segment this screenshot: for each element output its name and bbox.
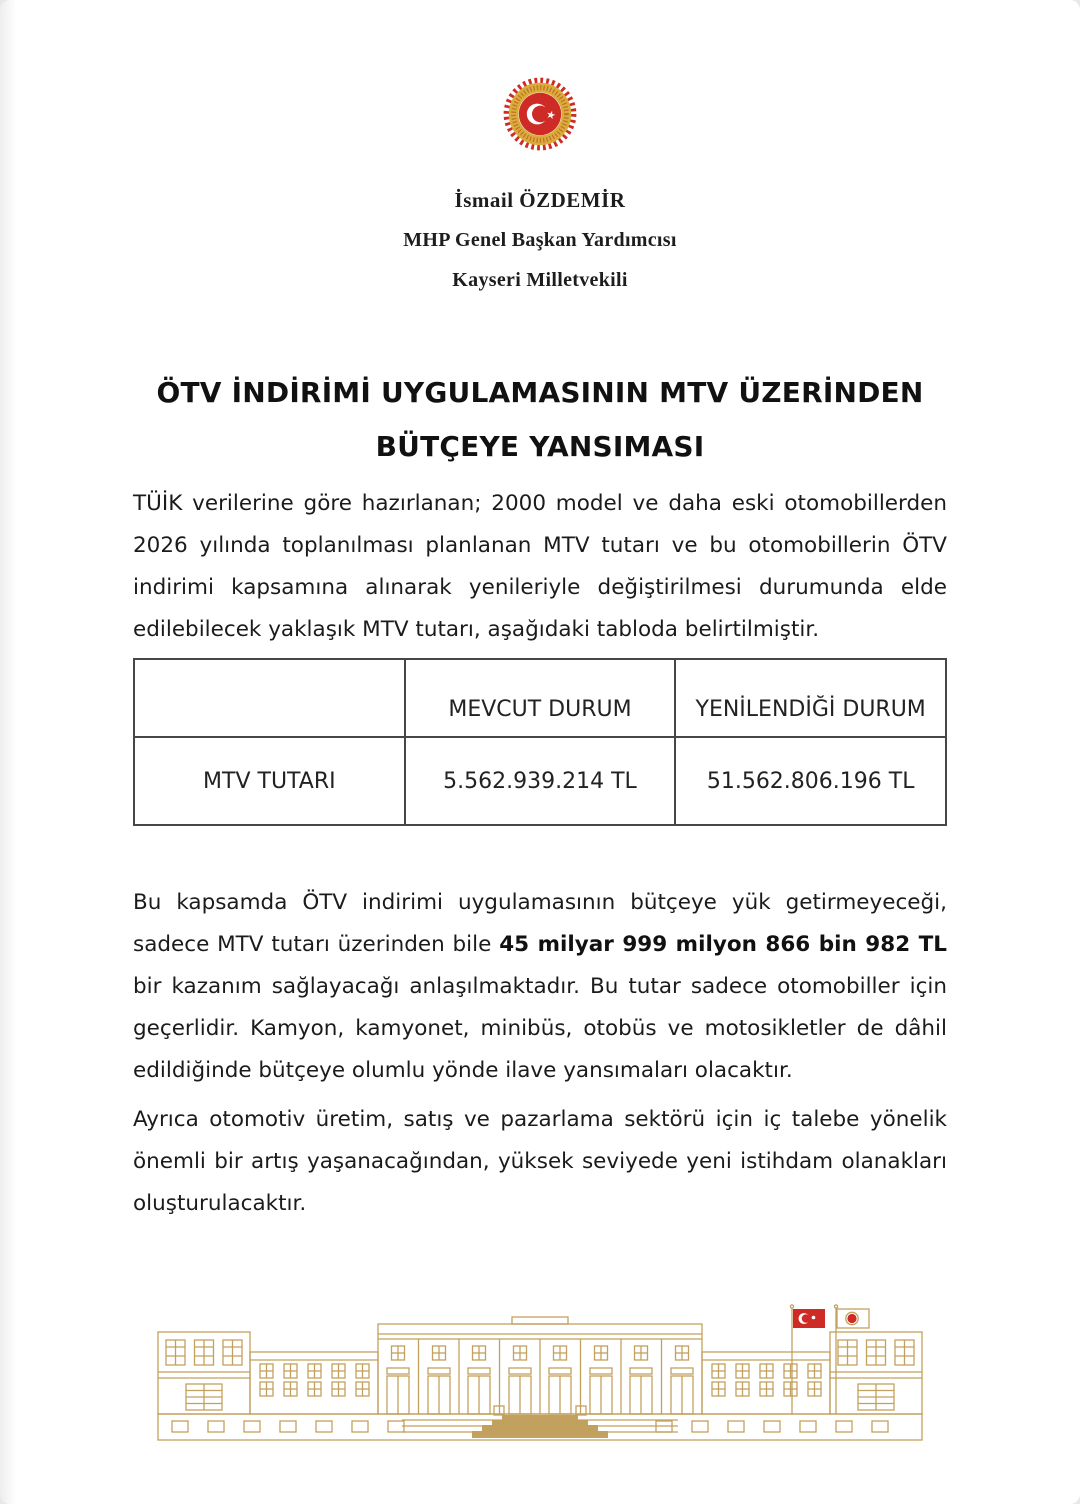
- author-role-2: Kayseri Milletvekili: [452, 269, 628, 291]
- parliament-building-illustration: [150, 1294, 930, 1448]
- paragraph-1: TÜİK verilerine göre hazırlanan; 2000 model ve daha eski otomobillerden 2026 yılında toplanılması planlanan MTV tutarı ve bu otomobillerin ÖTV indirimi kapsamına alınarak yenileriyle değiştirilmesi durumunda elde edilebilecek yaklaşık MTV tutarı, aşağıdaki tabloda belirtilmiştir.: [133, 491, 947, 642]
- paragraph-3: Ayrıca otomotiv üretim, satış ve pazarlama sektörü için iç talebe yönelik önemli bir artış yaşanacağından, yüksek seviyede yeni istihdam olanakları oluşturulacaktır.: [133, 1107, 947, 1216]
- table-header-current: MEVCUT DURUM: [405, 659, 676, 737]
- table-corner-cell: [134, 659, 405, 737]
- paragraph-2-amount: 45 milyar 999 milyon 866 bin 982 TL: [499, 932, 947, 957]
- author-name: İsmail ÖZDEMİR: [454, 188, 626, 212]
- mtv-comparison-table: [133, 658, 947, 826]
- paragraph-2-post: bir kazanım sağlayacağı anlaşılmaktadır. Bu tutar sadece otomobiller için geçerlidir. Kamyon, kamyonet, minibüs, otobüs ve motosikletler de dâhil edildiğinde bütçeye olumlu yönde ilave yansımaları olacaktır.: [133, 974, 947, 1083]
- document-title-line1: ÖTV İNDİRİMİ UYGULAMASININ MTV ÜZERİNDEN: [156, 376, 924, 409]
- tbmm-emblem-graphic: [500, 74, 580, 154]
- table-value-renewed: 51.562.806.196 TL: [675, 737, 946, 825]
- table-row-label: MTV TUTARI: [134, 737, 405, 825]
- steps-fill: [472, 1415, 608, 1438]
- table-row: [134, 737, 946, 825]
- paragraph-2-pre: Bu kapsamda ÖTV indirimi uygulamasının bütçeye yük getirmeyeceği, sadece MTV tutarı üzerinden bile: [133, 890, 947, 957]
- author-role-1: MHP Genel Başkan Yardımcısı: [403, 229, 677, 251]
- svg-text:★: ★: [544, 107, 558, 123]
- table-header-row: [134, 659, 946, 737]
- table-header-renewed: YENİLENDİĞİ DURUM: [675, 659, 946, 737]
- parliament-building-graphic: [150, 1294, 930, 1444]
- document-title-line2: BÜTÇEYE YANSIMASI: [375, 430, 705, 463]
- paragraph-2: [133, 882, 947, 1092]
- table-value-current: 5.562.939.214 TL: [405, 737, 676, 825]
- tbmm-emblem-icon: [500, 74, 580, 158]
- document-body: [0, 483, 1080, 1225]
- document-title: [120, 366, 960, 474]
